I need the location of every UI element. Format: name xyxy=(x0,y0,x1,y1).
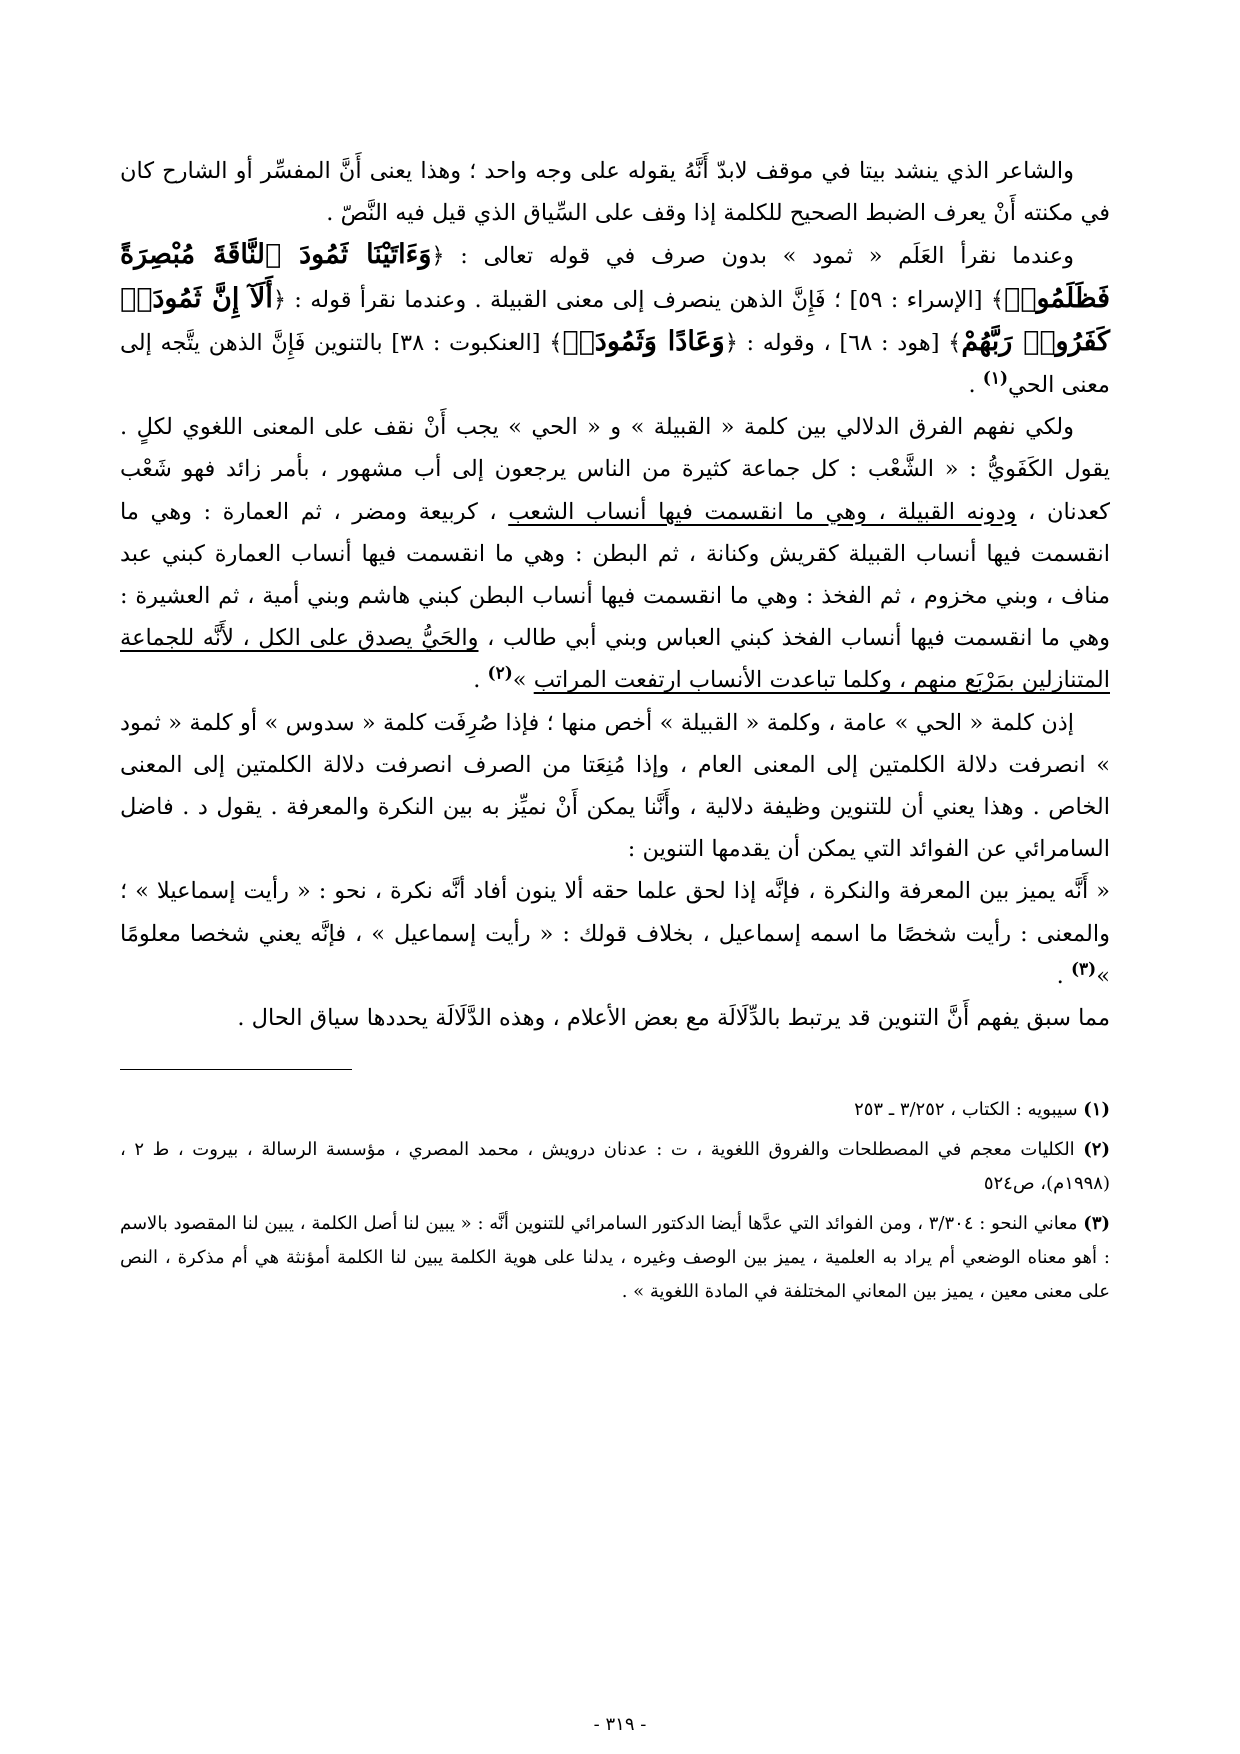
quran-verse-1: وَءَاتَيْنَا ثَمُودَ ٱلنَّاقَةَ مُبْصِرَةً فَظَلَمُوا۟ xyxy=(120,239,1111,314)
paragraph-2 xyxy=(120,234,1110,406)
underlined-quote-2: والحَيُّ يصدق على الكل ، لأَنَّه للجماعة المتنازلين بمَرْبَع منهم ، وكلما تباعدت الأنساب ارتفعت المراتب xyxy=(120,625,1110,694)
quran-verse-3: وَعَادًا وَثَمُودَا۟ xyxy=(562,325,725,357)
paragraph-4-text: إذن كلمة « الحي » عامة ، وكلمة « القبيلة » أخص منها ؛ فإذا صُرِفَت كلمة « سدوس » أو كلمة « ثمود » انصرفت دلالة الكلمتين إلى المعنى العام ، وإذا مُنِعَتا من الصرف انصرفت دلالة الكلمتين إلى المعنى الخاص . وهذا يعني أن للتنوين وظيفة دلالية ، وأَنَّنا يمكن أَنْ نميِّز به بين النكرة والمعرفة . يقول د . فاضل السامرائي عن الفوائد التي يمكن أن يقدمها التنوين : xyxy=(120,709,1111,863)
paragraph-3-text-c: » xyxy=(512,667,534,694)
paragraph-3 xyxy=(120,406,1110,701)
paragraph-4 xyxy=(120,702,1110,871)
page-number: - ٣١٩ - xyxy=(593,1714,647,1735)
footnote-ref-1[interactable]: (١) xyxy=(982,368,1008,389)
footnote-rule xyxy=(120,1069,352,1070)
paragraph-6-text: مما سبق يفهم أَنَّ التنوين قد يرتبط بالدِّلَالَة مع بعض الأعلام ، وهذه الدَّلَالَة يحددها سياق الحال . xyxy=(237,1005,1110,1032)
paragraph-1-text: والشاعر الذي ينشد بيتا في موقف لابدّ أَنَّهُ يقوله على وجه واحد ؛ وهذا يعنى أَنَّ المفسِّر أو الشارح كان في مكنته أَنْ يعرف الضبط الصحيح للكلمة إذا وقف على السِّياق الذي قيل فيه النَّصّ . xyxy=(120,158,1110,227)
paragraph-2-text-d: ﴾ [العنكبوت : ٣٨] بالتنوين فَإِنَّ الذهن يتَّجه إلى معنى الحي xyxy=(120,329,1110,399)
footnote-1-text: سيبويه : الكتاب ، ٣/٢٥٢ ـ ٢٥٣ xyxy=(854,1099,1084,1121)
paragraph-1 xyxy=(120,150,1110,234)
paragraph-3-end: . xyxy=(473,667,488,694)
footnote-1-number: (١) xyxy=(1083,1099,1110,1121)
footnote-3 xyxy=(120,1207,1110,1309)
footnote-3-number: (٣) xyxy=(1083,1213,1111,1235)
underlined-quote-1: ودونه القبيلة ، وهي ما انقسمت فيها أنساب الشعب xyxy=(508,498,1017,525)
paragraph-2-text-a: وعندما نقرأ العَلَم « ثمود » بدون صرف في قوله تعالى : ﴿ xyxy=(431,243,1074,270)
paragraph-2-end: . xyxy=(968,372,983,399)
footnote-ref-2[interactable]: (٢) xyxy=(487,663,513,684)
footnote-2-number: (٢) xyxy=(1083,1139,1110,1161)
paragraph-6 xyxy=(120,997,1110,1039)
paragraph-3-text-b: ، كربيعة ومضر ، ثم العمارة : وهي ما انقسمت فيها أنساب القبيلة كقريش وكنانة ، ثم البطن : وهي ما انقسمت فيها أنساب العمارة كبني عبد مناف ، وبني مخزوم ، ثم الفخذ : وهي ما انقسمت فيها أنساب البطن كبني هاشم وبني أمية ، ثم العشيرة : وهي ما انقسمت فيها أنساب الفخذ كبني العباس وبني أبي طالب ، xyxy=(120,498,1110,652)
footnote-ref-3[interactable]: (٣) xyxy=(1070,959,1097,980)
paragraph-2-text-c: ﴾ [هود : ٦٨] ، وقوله : ﴿ xyxy=(724,329,962,356)
paragraph-2-text-b: ﴾ [الإسراء : ٥٩] ؛ فَإِنَّ الذهن ينصرف إلى معنى القبيلة . وعندما نقرأ قوله : ﴿ xyxy=(272,286,1005,313)
footnote-2 xyxy=(120,1133,1110,1201)
paragraph-5-text: « أَنَّه يميز بين المعرفة والنكرة ، فإنَّه إذا لحق علما حقه ألا ينون أفاد أنَّه نكرة ، نحو : « رأيت إسماعيلا » ؛ والمعنى : رأيت شخصًا ما اسمه إسماعيل ، بخلاف قولك : « رأيت إسماعيل » ، فإنَّه يعني شخصا معلومًا » xyxy=(120,878,1110,989)
paragraph-5-end: . xyxy=(1056,962,1071,989)
footnote-2-text: الكليات معجم في المصطلحات والفروق اللغوية ، ت : عدنان درويش ، محمد المصري ، مؤسسة الرسالة ، بيروت ، ط ٢ ، (١٩٩٨م)، ص٥٢٤ xyxy=(120,1139,1110,1195)
paragraph-3-text-a: ولكي نفهم الفرق الدلالي بين كلمة « القبيلة » و « الحي » يجب أَنْ نقف على المعنى اللغوي لكلٍ . يقول الكَفَويُّ : « الشَّعْب : كل جماعة كثيرة من الناس يرجعون إلى أب مشهور ، بأمر زائد فهو شَعْب كعدنان ، xyxy=(120,414,1110,525)
footnote-1 xyxy=(120,1093,1110,1127)
page-body xyxy=(120,150,1110,1315)
paragraph-5-quote xyxy=(120,870,1110,997)
footnote-3-text: معاني النحو : ٣/٣٠٤ ، ومن الفوائد التي عدَّها أيضا الدكتور السامرائي للتنوين أنَّه : « يبين لنا أصل الكلمة ، يبين لنا المقصود بالاسم : أهو معناه الوضعي أم يراد به العلمية ، يميز بين الوصف وغيره ، يدلنا على هوية الكلمة يبين لنا الكلمة أمؤنثة هي أم مذكرة ، النص على معنى معين ، يميز بين المعاني المختلفة في المادة اللغوية » . xyxy=(120,1213,1110,1303)
quran-verse-2: أَلَآ إِنَّ ثَمُودَا۟ كَفَرُوا۟ رَبَّهُمْ xyxy=(120,282,1111,357)
footnote-separator xyxy=(120,1039,1110,1079)
